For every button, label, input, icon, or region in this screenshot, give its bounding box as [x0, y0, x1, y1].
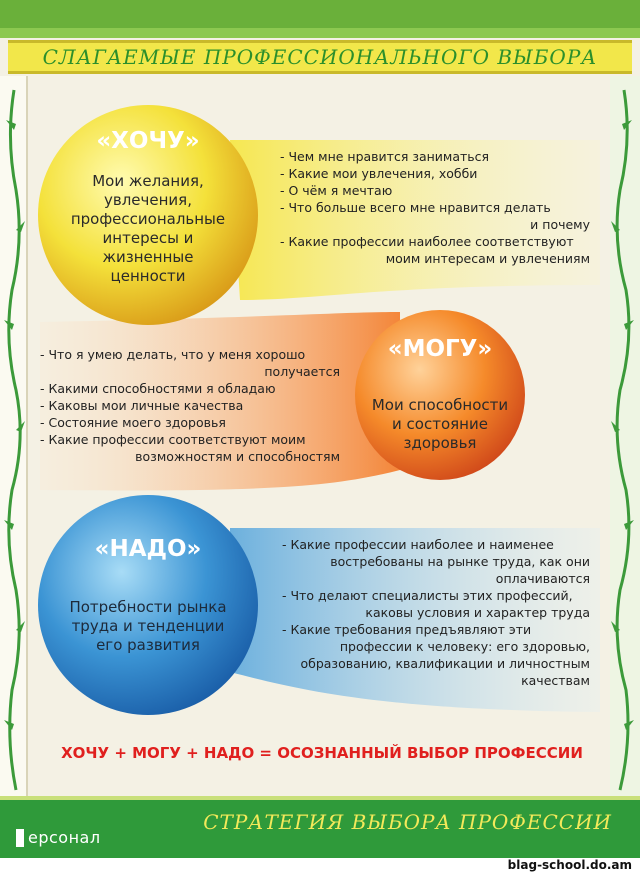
nado-bullet: - Что делают специалисты этих профессий,	[282, 588, 573, 603]
khochu-description	[48, 172, 248, 286]
khochu-text-line: Мои желания,	[92, 172, 204, 190]
personal-logo	[16, 827, 126, 851]
mogu-text-line: здоровья	[403, 434, 477, 452]
nado-bullet: профессии к человеку: его здоровью,	[339, 639, 590, 654]
nado-bullet: - Какие профессии наиболее и наименее	[282, 537, 554, 552]
mogu-text-line: и состояние	[392, 415, 488, 433]
footer-title: СТРАТЕГИЯ ВЫБОРА ПРОФЕССИИ	[203, 810, 612, 834]
nado-bullet: оплачиваются	[495, 571, 590, 586]
khochu-text-line: профессиональные	[70, 210, 226, 228]
khochu-bullet: - Чем мне нравится заниматься	[280, 149, 490, 164]
khochu-bullet: и почему	[530, 217, 590, 232]
nado-bullet: - Какие требования предъявляют эти	[282, 622, 532, 637]
nado-bullet: качествам	[521, 673, 590, 688]
mogu-bullet: - Что я умею делать, что у меня хорошо	[40, 347, 306, 362]
khochu-bullet: - Что больше всего мне нравится делать	[280, 200, 551, 215]
mogu-title: «МОГУ»	[387, 336, 493, 362]
summary-formula: ХОЧУ + МОГУ + НАДО = ОСОЗНАННЫЙ ВЫБОР ПРОФЕССИИ	[61, 744, 583, 762]
mogu-text-line: Мои способности	[371, 396, 509, 414]
khochu-title: «ХОЧУ»	[96, 128, 200, 154]
vine-decoration-left	[9, 90, 20, 790]
vine-decoration-right	[617, 90, 629, 790]
khochu-text-line: жизненные	[102, 248, 194, 266]
mogu-bullet: возможностям и способностям	[135, 449, 340, 464]
mogu-bullet: - Каковы мои личные качества	[40, 398, 244, 413]
khochu-bullets	[280, 148, 590, 267]
nado-bullet: образованию, квалификации и личностным	[300, 656, 590, 671]
mogu-bullet: - Состояние моего здоровья	[40, 415, 226, 430]
nado-bullet: каковы условия и характер труда	[365, 605, 590, 620]
khochu-text-line: интересы и	[102, 229, 194, 247]
khochu-text-line: ценности	[110, 267, 186, 285]
nado-text-line: его развития	[96, 636, 200, 654]
mogu-bullets	[40, 346, 340, 465]
mogu-bullet: - Какие профессии соответствуют моим	[40, 432, 306, 447]
khochu-bullet: - Какие профессии наиболее соответствуют	[280, 234, 574, 249]
khochu-bullet: - О чём я мечтаю	[280, 183, 393, 198]
nado-text-line: труда и тенденции	[71, 617, 225, 635]
nado-text-line: Потребности рынка	[69, 598, 227, 616]
khochu-bullet: моим интересам и увлечениям	[385, 251, 590, 266]
page-title: СЛАГАЕМЫЕ ПРОФЕССИОНАЛЬНОГО ВЫБОРА	[42, 45, 598, 69]
logo-text: ерсонал	[28, 828, 101, 847]
site-watermark: blag-school.do.am	[507, 858, 632, 872]
nado-bullet: востребованы на рынке труда, как они	[330, 554, 590, 569]
mogu-description	[362, 396, 518, 453]
nado-bullets	[282, 536, 590, 689]
khochu-bullet: - Какие мои увлечения, хобби	[280, 166, 478, 181]
nado-description	[48, 598, 248, 655]
nado-title: «НАДО»	[94, 536, 202, 562]
khochu-text-line: увлечения,	[104, 191, 192, 209]
mogu-bullet: - Какими способностями я обладаю	[40, 381, 276, 396]
personal-logo-mark	[16, 829, 24, 847]
mogu-bullet: получается	[264, 364, 340, 379]
